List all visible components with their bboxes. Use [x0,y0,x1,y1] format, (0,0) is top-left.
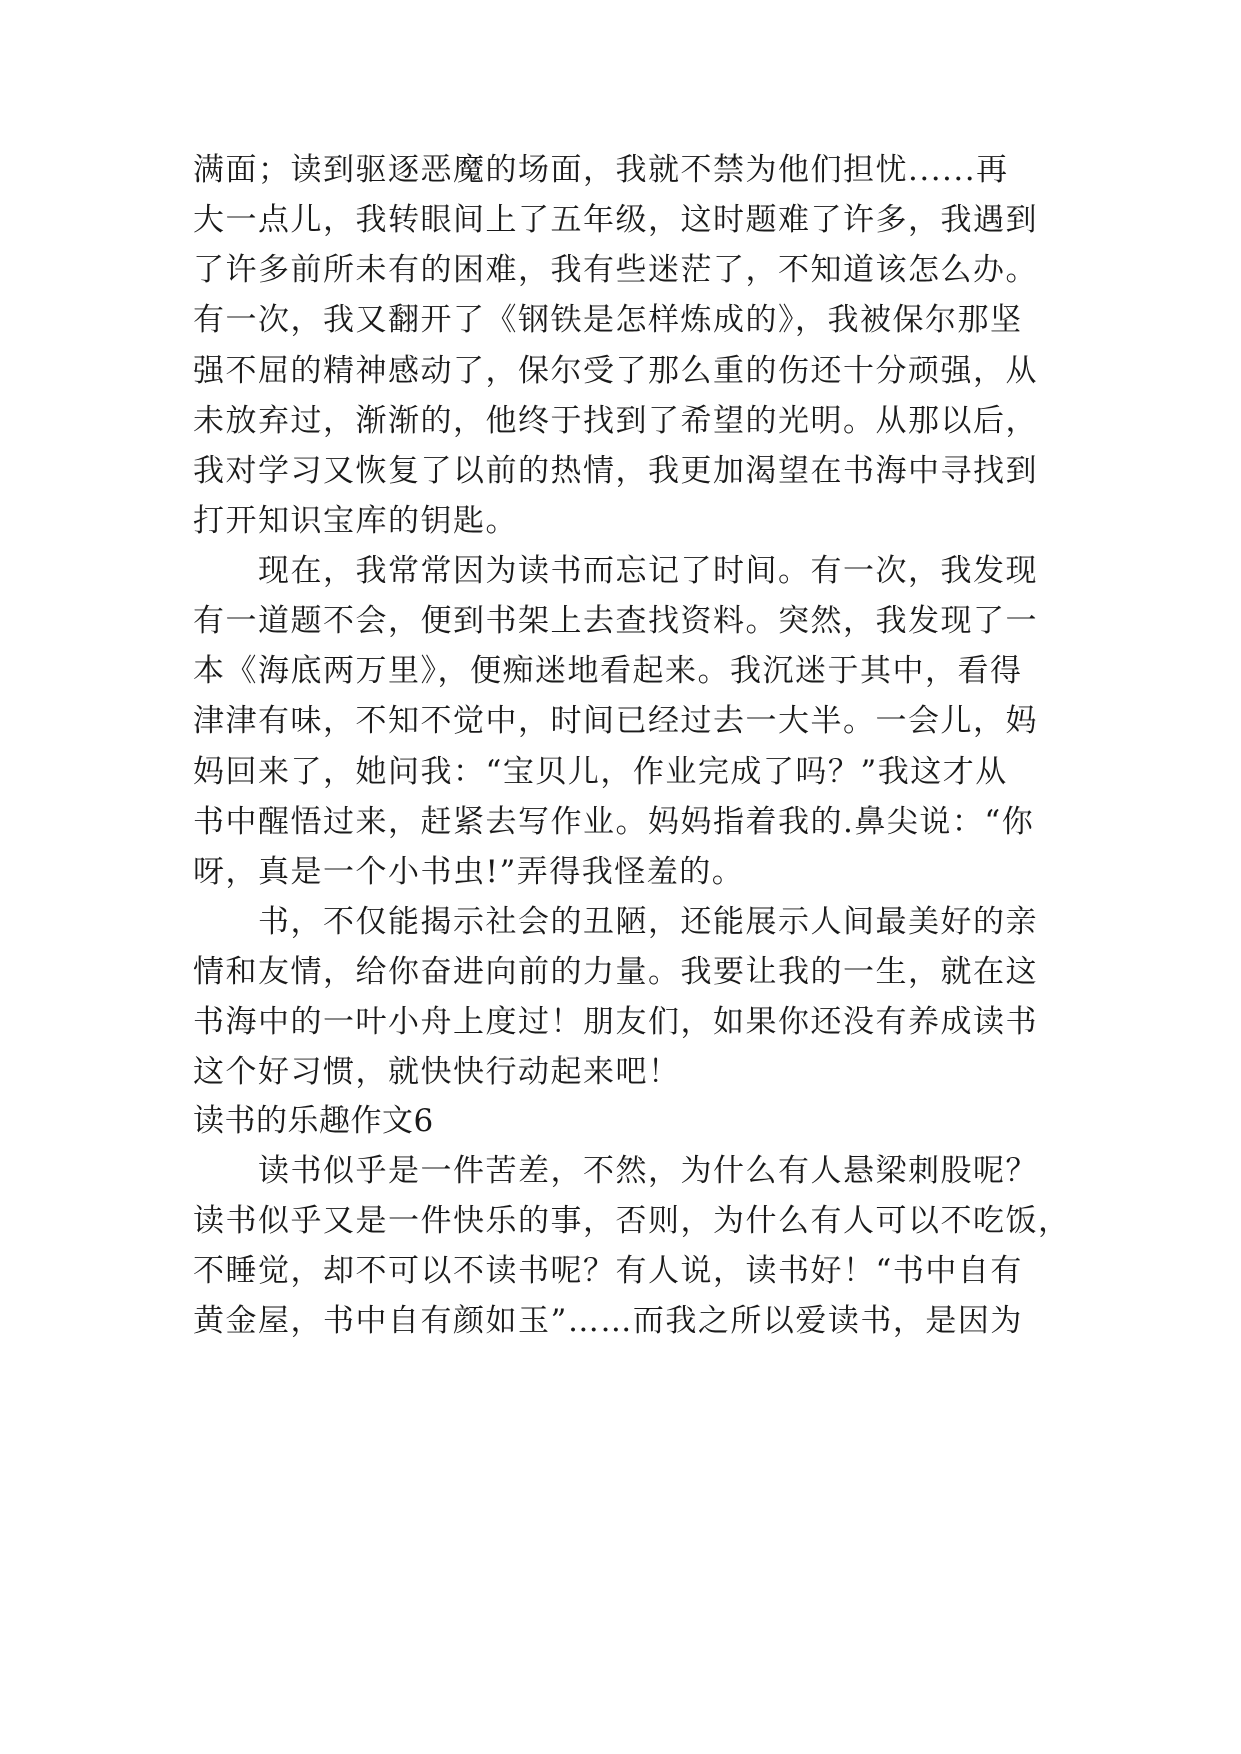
text-line: 了许多前所未有的困难，我有些迷茫了，不知道该怎么办。 [193,252,1038,288]
text-line: 读书似乎是一件苦差，不然，为什么有人悬梁刺股呢？ [193,1153,1038,1189]
text-line: 大一点儿，我转眼间上了五年级，这时题难了许多，我遇到 [193,202,1038,238]
text-line: 黄金屋，书中自有颜如玉”……而我之所以爱读书，是因为 [193,1303,1023,1339]
text-line: 呀，真是一个小书虫!”弄得我怪羞的。 [193,854,745,890]
text-line: 未放弃过，渐渐的，他终于找到了希望的光明。从那以后， [193,403,1038,439]
text-line: 满面；读到驱逐恶魔的场面，我就不禁为他们担忧......再 [193,152,1009,188]
text-line: 妈回来了，她问我：“宝贝儿，作业完成了吗？”我这才从 [193,754,1008,790]
text-line: 打开知识宝库的钥匙。 [193,503,518,539]
text-line: 津津有味，不知不觉中，时间已经过去一大半。一会儿，妈 [193,703,1038,739]
section-heading: 读书的乐趣作文6 [193,1103,434,1139]
text-line: 有一次，我又翻开了《钢铁是怎样炼成的》，我被保尔那坚 [193,302,1023,338]
text-line: 书海中的一叶小舟上度过！朋友们，如果你还没有养成读书 [193,1004,1038,1040]
text-line: 书中醒悟过来，赶紧去写作业。妈妈指着我的.鼻尖说：“你 [193,804,1035,840]
text-line: 这个好习惯，就快快行动起来吧！ [193,1054,681,1090]
text-line: 书，不仅能揭示社会的丑陋，还能展示人间最美好的亲 [193,904,1038,940]
text-line: 有一道题不会，便到书架上去查找资料。突然，我发现了一 [193,603,1038,639]
text-line: 情和友情，给你奋进向前的力量。我要让我的一生，就在这 [193,954,1038,990]
text-line: 读书似乎又是一件快乐的事，否则，为什么有人可以不吃饭， [193,1203,1071,1239]
text-line: 现在，我常常因为读书而忘记了时间。有一次，我发现 [193,553,1038,589]
text-line: 我对学习又恢复了以前的热情，我更加渴望在书海中寻找到 [193,453,1038,489]
text-line: 本《海底两万里》，便痴迷地看起来。我沉迷于其中，看得 [193,653,1023,689]
text-line: 强不屈的精神感动了，保尔受了那么重的伤还十分顽强，从 [193,353,1038,389]
text-line: 不睡觉，却不可以不读书呢？有人说，读书好！“书中自有 [193,1253,1023,1289]
